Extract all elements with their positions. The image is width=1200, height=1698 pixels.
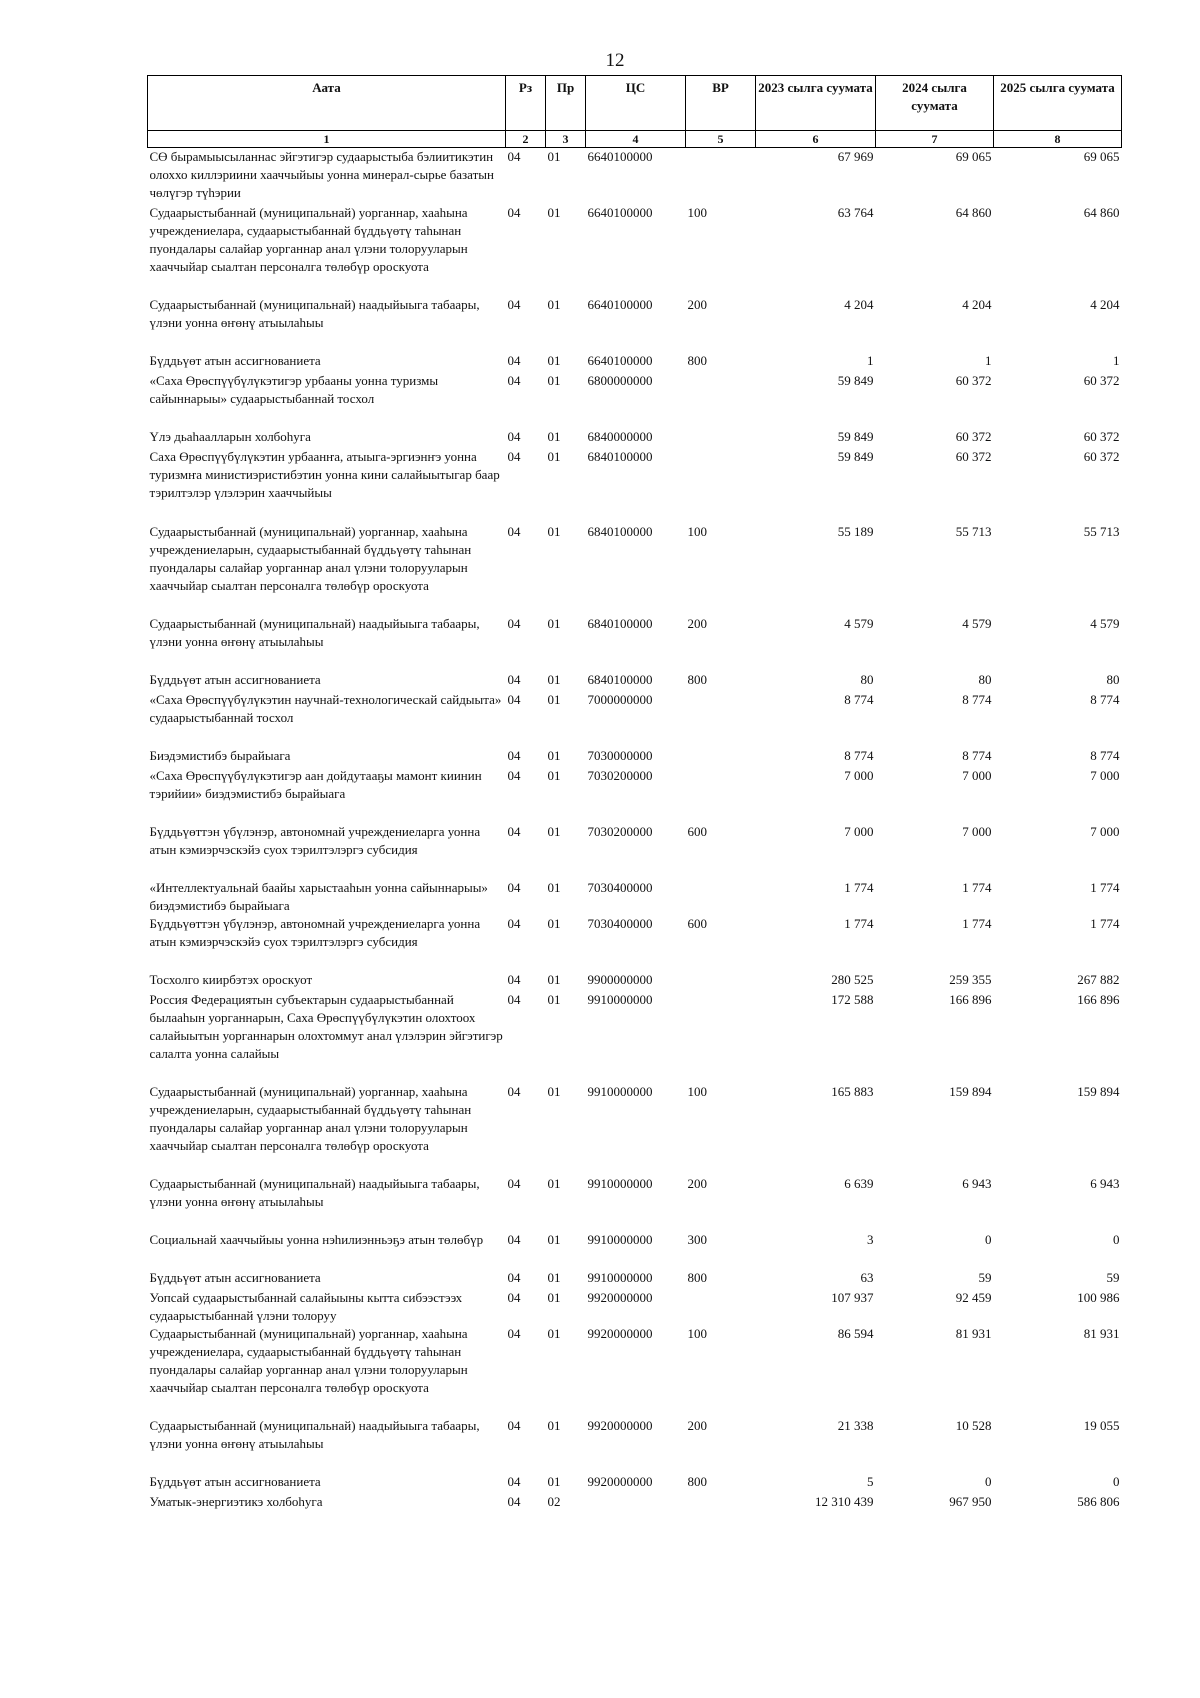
row-2024-amount: 8 774 bbox=[962, 691, 992, 707]
row-cs: 9910000000 bbox=[587, 1083, 653, 1099]
row-pr: 01 bbox=[547, 1473, 561, 1489]
row-pr: 01 bbox=[547, 204, 561, 220]
row-vr: 200 bbox=[687, 296, 707, 312]
row-vr: 200 bbox=[687, 615, 707, 631]
row-rz: 04 bbox=[507, 691, 521, 707]
row-2025-amount: 64 860 bbox=[1083, 204, 1120, 220]
row-2024-amount: 1 774 bbox=[962, 915, 992, 931]
row-2025-amount: 69 065 bbox=[1083, 149, 1120, 164]
row-rz: 04 bbox=[507, 1493, 521, 1509]
header-2025: 2025 сылга суумата bbox=[994, 76, 1122, 131]
table-row bbox=[148, 428, 1122, 448]
budget-table bbox=[147, 75, 1122, 1515]
table-row bbox=[148, 352, 1122, 372]
row-2024-amount: 259 355 bbox=[949, 971, 992, 987]
table-row bbox=[148, 1175, 1122, 1231]
table-row bbox=[148, 767, 1122, 823]
row-vr bbox=[686, 879, 756, 915]
row-cs: 6840000000 bbox=[587, 428, 653, 444]
row-2023-amount: 3 bbox=[867, 1231, 874, 1247]
row-vr bbox=[686, 767, 756, 823]
row-pr: 01 bbox=[547, 1325, 561, 1341]
row-2025-amount: 7 000 bbox=[1090, 767, 1120, 783]
row-2025-amount: 586 806 bbox=[1077, 1493, 1120, 1509]
row-2025-amount: 100 986 bbox=[1077, 1289, 1120, 1305]
row-pr: 01 bbox=[547, 823, 561, 839]
row-vr bbox=[686, 991, 756, 1083]
row-pr: 01 bbox=[547, 1083, 561, 1099]
row-2025-amount: 8 774 bbox=[1090, 747, 1120, 763]
column-number: 4 bbox=[586, 131, 686, 148]
row-2023-amount: 4 204 bbox=[844, 296, 874, 312]
row-vr bbox=[686, 691, 756, 747]
row-name: Бүддьүөт атын ассигнованиета bbox=[149, 1269, 321, 1285]
row-name: Саха Өрөспүүбүлүкэтин урбаанҥа, атыыга-эргиэнҥэ уонна туризмҥа министиэристибэтин уонна кини салайыытыгар баар тэрилтэлэр үлэлэрин хааччыйыы bbox=[149, 448, 500, 500]
row-vr bbox=[686, 1289, 756, 1325]
row-2023-amount: 86 594 bbox=[837, 1325, 874, 1341]
row-cs: 6640100000 bbox=[587, 352, 653, 368]
row-cs bbox=[586, 1493, 686, 1515]
header-2023: 2023 сылга суумата bbox=[756, 76, 876, 131]
row-name: Бүддьүөт атын ассигнованиета bbox=[149, 1473, 321, 1489]
row-pr: 02 bbox=[547, 1493, 561, 1509]
row-2023-amount: 67 969 bbox=[837, 149, 874, 164]
row-pr: 01 bbox=[547, 296, 561, 312]
header-vr: ВР bbox=[686, 76, 756, 131]
row-2023-amount: 1 774 bbox=[844, 879, 874, 895]
row-rz: 04 bbox=[507, 204, 521, 220]
row-rz: 04 bbox=[507, 879, 521, 895]
row-name: «Саха Өрөспүүбүлүкэтин научнай-технологическай сайдыыта» судаарыстыбаннай тосхол bbox=[149, 691, 502, 725]
row-2025-amount: 1 774 bbox=[1090, 915, 1120, 931]
row-name: Бүддьүөттэн үбүлэнэр, автономнай учреждениеларга уонна атын кэмиэрчэскэйэ суох тэрилтэлэргэ субсидия bbox=[149, 915, 481, 949]
row-vr: 800 bbox=[687, 1269, 707, 1285]
table-row bbox=[148, 1269, 1122, 1289]
row-rz: 04 bbox=[507, 671, 521, 687]
row-2024-amount: 6 943 bbox=[962, 1175, 992, 1191]
row-name: Тосхолго киирбэтэх ороскуот bbox=[149, 971, 313, 987]
row-2023-amount: 59 849 bbox=[837, 372, 874, 388]
row-2023-amount: 107 937 bbox=[831, 1289, 874, 1305]
row-cs: 6640100000 bbox=[587, 204, 653, 220]
row-2023-amount: 5 bbox=[867, 1473, 874, 1489]
row-2023-amount: 8 774 bbox=[844, 691, 874, 707]
row-2025-amount: 60 372 bbox=[1083, 372, 1120, 388]
row-rz: 04 bbox=[507, 615, 521, 631]
column-number: 3 bbox=[546, 131, 586, 148]
header-name: Аата bbox=[148, 76, 506, 131]
row-vr: 800 bbox=[687, 671, 707, 687]
row-cs: 6800000000 bbox=[587, 372, 653, 388]
table-row bbox=[148, 1231, 1122, 1269]
row-2025-amount: 0 bbox=[1113, 1473, 1120, 1489]
row-2023-amount: 4 579 bbox=[844, 615, 874, 631]
row-pr: 01 bbox=[547, 352, 561, 368]
row-rz: 04 bbox=[507, 352, 521, 368]
row-2024-amount: 0 bbox=[985, 1473, 992, 1489]
header-2024: 2024 сылга суумата bbox=[876, 76, 994, 131]
row-2024-amount: 7 000 bbox=[962, 823, 992, 839]
row-rz: 04 bbox=[507, 823, 521, 839]
table-row bbox=[148, 1325, 1122, 1417]
row-pr: 01 bbox=[547, 523, 561, 539]
row-2023-amount: 80 bbox=[860, 671, 874, 687]
row-cs: 7030000000 bbox=[587, 747, 653, 763]
row-2025-amount: 60 372 bbox=[1083, 448, 1120, 464]
row-cs: 9920000000 bbox=[587, 1289, 653, 1305]
row-name: Судаарыстыбаннай (муниципальнай) наадыйыыга табаары, үлэни уонна өҥөнү атыылаһыы bbox=[149, 615, 480, 649]
row-name: «Саха Өрөспүүбүлүкэтигэр аан дойдутааҕы мамонт киинин тэрийии» биэдэмистибэ бырайыага bbox=[149, 767, 482, 801]
row-2023-amount: 6 639 bbox=[844, 1175, 874, 1191]
table-row bbox=[148, 691, 1122, 747]
row-2023-amount: 63 bbox=[860, 1269, 874, 1285]
row-2024-amount: 60 372 bbox=[955, 372, 992, 388]
row-2024-amount: 967 950 bbox=[949, 1493, 992, 1509]
row-name: Судаарыстыбаннай (муниципальнай) уорганнар, хааһына учреждениелара, судаарыстыбаннай бүддьүөтү таһынан пуондалары салайар уорганнар анал үлэни толорууларын хааччыйар сыалтан персоналга төлөбүр ороскуота bbox=[149, 1325, 468, 1395]
row-2025-amount: 4 579 bbox=[1090, 615, 1120, 631]
row-pr: 01 bbox=[547, 747, 561, 763]
row-vr: 800 bbox=[687, 1473, 707, 1489]
row-vr bbox=[686, 971, 756, 991]
row-name: Үлэ дьаһаалларын холбоһуга bbox=[149, 428, 311, 444]
row-2024-amount: 4 579 bbox=[962, 615, 992, 631]
row-pr: 01 bbox=[547, 1269, 561, 1285]
row-pr: 01 bbox=[547, 991, 561, 1007]
row-2024-amount: 1 774 bbox=[962, 879, 992, 895]
row-pr: 01 bbox=[547, 615, 561, 631]
row-2023-amount: 172 588 bbox=[831, 991, 874, 1007]
row-pr: 01 bbox=[547, 372, 561, 388]
row-cs: 9920000000 bbox=[587, 1417, 653, 1433]
row-pr: 01 bbox=[547, 691, 561, 707]
row-2025-amount: 8 774 bbox=[1090, 691, 1120, 707]
column-number: 6 bbox=[756, 131, 876, 148]
column-number: 1 bbox=[148, 131, 506, 148]
row-name: Уопсай судаарыстыбаннай салайыыны кытта сибээстээх судаарыстыбаннай үлэни толоруу bbox=[149, 1289, 463, 1323]
row-vr bbox=[686, 448, 756, 523]
row-rz: 04 bbox=[507, 991, 521, 1007]
table-row bbox=[148, 296, 1122, 352]
row-2023-amount: 280 525 bbox=[831, 971, 874, 987]
row-2024-amount: 10 528 bbox=[955, 1417, 992, 1433]
header-rz: Рз bbox=[506, 76, 546, 131]
table-row bbox=[148, 991, 1122, 1083]
header-pr: Пр bbox=[546, 76, 586, 131]
row-cs: 6640100000 bbox=[587, 296, 653, 312]
row-pr: 01 bbox=[547, 1417, 561, 1433]
row-2024-amount: 81 931 bbox=[955, 1325, 992, 1341]
row-cs: 9920000000 bbox=[587, 1473, 653, 1489]
row-name: Судаарыстыбаннай (муниципальнай) уорганнар, хааһына учреждениеларын, судаарыстыбаннай бүддьүөтү таһынан пуондалары салайар уорганнар анал үлэни толорууларын хааччыйар сыалтан персоналга төлөбүр ороскуота bbox=[149, 1083, 472, 1153]
row-pr: 01 bbox=[547, 915, 561, 931]
row-name: Судаарыстыбаннай (муниципальнай) уорганнар, хааһына учреждениеларын, судаарыстыбаннай бүддьүөтү таһынан пуондалары салайар уорганнар анал үлэни толорууларын хааччыйар сыалтан персоналга төлөбүр ороскуота bbox=[149, 523, 472, 593]
row-name: Уматык-энергиэтикэ холбоһуга bbox=[149, 1493, 323, 1509]
row-2023-amount: 59 849 bbox=[837, 428, 874, 444]
row-name: Биэдэмистибэ бырайыага bbox=[149, 747, 291, 763]
table-row bbox=[148, 372, 1122, 428]
row-name: «Интеллектуальнай баайы харыстааһын уонна сайыннарыы» биэдэмистибэ бырайыага bbox=[149, 879, 488, 913]
row-rz: 04 bbox=[507, 448, 521, 464]
column-number: 2 bbox=[506, 131, 546, 148]
row-cs: 6840100000 bbox=[587, 448, 653, 464]
row-cs: 6640100000 bbox=[587, 149, 653, 164]
row-name: Россия Федерациятын субъектарын судаарыстыбаннай былааһын уорганнарын, Саха Өрөспүүбүлүкэтин олохтоох салайыытын уорганнарын олохтоммут анал үлэлэрин эйгэтигэр салалта уонна салайыы bbox=[149, 991, 503, 1061]
row-vr bbox=[686, 372, 756, 428]
row-rz: 04 bbox=[507, 296, 521, 312]
row-name: Бүддьүөт атын ассигнованиета bbox=[149, 352, 321, 368]
row-2025-amount: 7 000 bbox=[1090, 823, 1120, 839]
row-pr: 01 bbox=[547, 1175, 561, 1191]
row-pr: 01 bbox=[547, 671, 561, 687]
row-2023-amount: 7 000 bbox=[844, 767, 874, 783]
row-2025-amount: 80 bbox=[1106, 671, 1120, 687]
row-2023-amount: 55 189 bbox=[837, 523, 874, 539]
row-name: Социальнай хааччыйыы уонна нэһилиэнньэҕэ атын төлөбүр bbox=[149, 1231, 484, 1247]
row-cs: 7030400000 bbox=[587, 915, 653, 931]
row-2025-amount: 81 931 bbox=[1083, 1325, 1120, 1341]
row-rz: 04 bbox=[507, 428, 521, 444]
row-name: «Саха Өрөспүүбүлүкэтигэр урбааны уонна туризмы сайыннарыы» судаарыстыбаннай тосхол bbox=[149, 372, 439, 406]
row-name: Судаарыстыбаннай (муниципальнай) наадыйыыга табаары, үлэни уонна өҥөнү атыылаһыы bbox=[149, 296, 480, 330]
row-cs: 7030400000 bbox=[587, 879, 653, 895]
row-name: Судаарыстыбаннай (муниципальнай) уорганнар, хааһына учреждениелара, судаарыстыбаннай бүддьүөтү таһынан пуондалары салайар уорганнар анал үлэни толорууларын хааччыйар сыалтан персоналга төлөбүр ороскуота bbox=[149, 204, 468, 274]
row-2024-amount: 4 204 bbox=[962, 296, 992, 312]
table-row bbox=[148, 148, 1122, 204]
row-cs: 9910000000 bbox=[587, 1269, 653, 1285]
row-2025-amount: 60 372 bbox=[1083, 428, 1120, 444]
row-2023-amount: 8 774 bbox=[844, 747, 874, 763]
row-cs: 6840100000 bbox=[587, 615, 653, 631]
row-cs: 6840100000 bbox=[587, 523, 653, 539]
row-vr: 800 bbox=[687, 352, 707, 368]
row-2025-amount: 1 774 bbox=[1090, 879, 1120, 895]
row-2024-amount: 1 bbox=[985, 352, 992, 368]
row-cs: 9910000000 bbox=[587, 991, 653, 1007]
page-number: 12 bbox=[605, 50, 625, 71]
row-2024-amount: 59 bbox=[978, 1269, 992, 1285]
row-2023-amount: 12 310 439 bbox=[815, 1493, 874, 1509]
row-cs: 9910000000 bbox=[587, 1231, 653, 1247]
row-2024-amount: 159 894 bbox=[949, 1083, 992, 1099]
row-2024-amount: 55 713 bbox=[955, 523, 992, 539]
column-number-row bbox=[148, 131, 1122, 148]
row-2025-amount: 4 204 bbox=[1090, 296, 1120, 312]
row-rz: 04 bbox=[507, 523, 521, 539]
table-row bbox=[148, 671, 1122, 691]
table-row bbox=[148, 448, 1122, 523]
row-vr: 200 bbox=[687, 1417, 707, 1433]
row-pr: 01 bbox=[547, 879, 561, 895]
row-vr: 600 bbox=[687, 823, 707, 839]
table-row bbox=[148, 1417, 1122, 1473]
row-rz: 04 bbox=[507, 1473, 521, 1489]
row-2025-amount: 0 bbox=[1113, 1231, 1120, 1247]
row-vr: 100 bbox=[687, 523, 707, 539]
row-2024-amount: 0 bbox=[985, 1231, 992, 1247]
row-2025-amount: 166 896 bbox=[1077, 991, 1120, 1007]
row-2025-amount: 55 713 bbox=[1083, 523, 1120, 539]
table-row bbox=[148, 1083, 1122, 1175]
row-cs: 7030200000 bbox=[587, 767, 653, 783]
row-2023-amount: 21 338 bbox=[837, 1417, 874, 1433]
row-rz: 04 bbox=[507, 372, 521, 388]
row-2024-amount: 166 896 bbox=[949, 991, 992, 1007]
row-2024-amount: 69 065 bbox=[955, 149, 992, 164]
row-2023-amount: 63 764 bbox=[837, 204, 874, 220]
row-name: Бүддьүөттэн үбүлэнэр, автономнай учреждениеларга уонна атын кэмиэрчэскэйэ суох тэрилтэлэргэ субсидия bbox=[149, 823, 481, 857]
table-row bbox=[148, 879, 1122, 915]
row-rz: 04 bbox=[507, 1325, 521, 1341]
row-vr bbox=[686, 747, 756, 767]
row-vr: 600 bbox=[687, 915, 707, 931]
row-pr: 01 bbox=[547, 428, 561, 444]
row-cs: 9900000000 bbox=[587, 971, 653, 987]
row-name: Бүддьүөт атын ассигнованиета bbox=[149, 671, 321, 687]
row-pr: 01 bbox=[547, 149, 561, 164]
header-cs: ЦС bbox=[586, 76, 686, 131]
row-vr bbox=[686, 428, 756, 448]
row-rz: 04 bbox=[507, 1269, 521, 1285]
row-2023-amount: 1 bbox=[867, 352, 874, 368]
row-vr bbox=[686, 1493, 756, 1515]
row-2023-amount: 1 774 bbox=[844, 915, 874, 931]
table-row bbox=[148, 1473, 1122, 1493]
row-2024-amount: 8 774 bbox=[962, 747, 992, 763]
row-rz: 04 bbox=[507, 971, 521, 987]
row-vr: 100 bbox=[687, 1083, 707, 1099]
row-2024-amount: 7 000 bbox=[962, 767, 992, 783]
row-2025-amount: 159 894 bbox=[1077, 1083, 1120, 1099]
row-rz: 04 bbox=[507, 1231, 521, 1247]
table-row bbox=[148, 915, 1122, 971]
table-row bbox=[148, 1493, 1122, 1515]
row-pr: 01 bbox=[547, 448, 561, 464]
row-2025-amount: 6 943 bbox=[1090, 1175, 1120, 1191]
row-vr: 100 bbox=[687, 204, 707, 220]
row-vr: 300 bbox=[687, 1231, 707, 1247]
row-name: СӨ бырамыысыланнас эйгэтигэр судаарыстыба бэлиитикэтин олоххо киллэриини хааччыйыы уонна минерал-сырье базатын чөлүгэр түһэрии bbox=[149, 149, 494, 200]
row-rz: 04 bbox=[507, 1083, 521, 1099]
header-row bbox=[148, 76, 1122, 131]
row-pr: 01 bbox=[547, 767, 561, 783]
table-row bbox=[148, 1289, 1122, 1325]
row-2024-amount: 80 bbox=[978, 671, 992, 687]
row-cs: 7000000000 bbox=[587, 691, 653, 707]
row-rz: 04 bbox=[507, 1417, 521, 1433]
row-name: Судаарыстыбаннай (муниципальнай) наадыйыыга табаары, үлэни уонна өҥөнү атыылаһыы bbox=[149, 1175, 480, 1209]
row-vr: 200 bbox=[687, 1175, 707, 1191]
row-rz: 04 bbox=[507, 149, 521, 164]
row-rz: 04 bbox=[507, 767, 521, 783]
table-row bbox=[148, 971, 1122, 991]
row-rz: 04 bbox=[507, 915, 521, 931]
row-2023-amount: 59 849 bbox=[837, 448, 874, 464]
column-number: 8 bbox=[994, 131, 1122, 148]
row-rz: 04 bbox=[507, 747, 521, 763]
row-2024-amount: 60 372 bbox=[955, 448, 992, 464]
table-row bbox=[148, 747, 1122, 767]
row-2024-amount: 92 459 bbox=[955, 1289, 992, 1305]
table-row bbox=[148, 204, 1122, 296]
row-rz: 04 bbox=[507, 1289, 521, 1305]
row-2025-amount: 267 882 bbox=[1077, 971, 1120, 987]
row-2024-amount: 60 372 bbox=[955, 428, 992, 444]
row-cs: 9910000000 bbox=[587, 1175, 653, 1191]
row-2025-amount: 59 bbox=[1106, 1269, 1120, 1285]
row-pr: 01 bbox=[547, 971, 561, 987]
row-rz: 04 bbox=[507, 1175, 521, 1191]
row-cs: 6840100000 bbox=[587, 671, 653, 687]
table-row bbox=[148, 823, 1122, 879]
row-2023-amount: 7 000 bbox=[844, 823, 874, 839]
row-name: Судаарыстыбаннай (муниципальнай) наадыйыыга табаары, үлэни уонна өҥөнү атыылаһыы bbox=[149, 1417, 480, 1451]
table-row bbox=[148, 615, 1122, 671]
row-vr: 100 bbox=[687, 1325, 707, 1341]
row-2025-amount: 19 055 bbox=[1083, 1417, 1120, 1433]
row-pr: 01 bbox=[547, 1231, 561, 1247]
column-number: 5 bbox=[686, 131, 756, 148]
row-cs: 7030200000 bbox=[587, 823, 653, 839]
row-2025-amount: 1 bbox=[1113, 352, 1120, 368]
row-2023-amount: 165 883 bbox=[831, 1083, 874, 1099]
row-2024-amount: 64 860 bbox=[955, 204, 992, 220]
column-number: 7 bbox=[876, 131, 994, 148]
row-pr: 01 bbox=[547, 1289, 561, 1305]
row-vr bbox=[686, 148, 756, 204]
row-cs: 9920000000 bbox=[587, 1325, 653, 1341]
table-row bbox=[148, 523, 1122, 615]
